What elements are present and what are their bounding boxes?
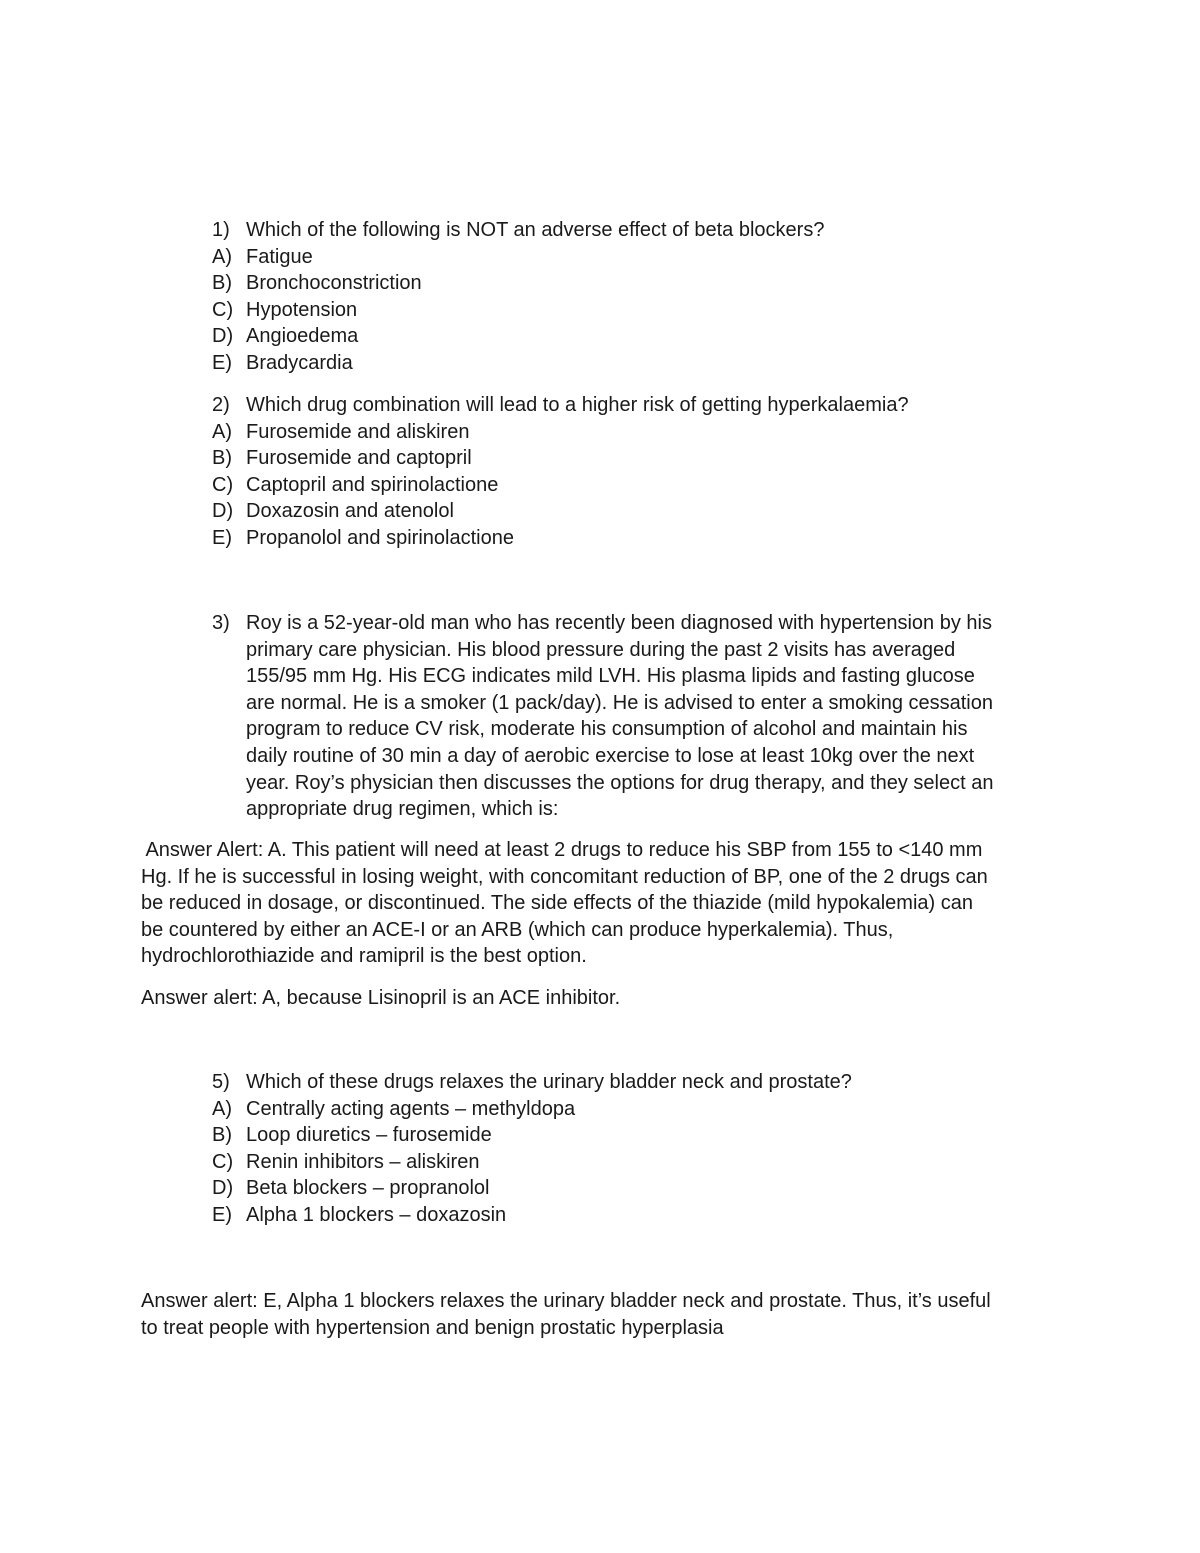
question-text-line: Roy is a 52-year-old man who has recently been diagnosed with hypertension by his (246, 612, 992, 634)
option-letter: A) (212, 1097, 232, 1120)
question-text-line: primary care physician. His blood pressure during the past 2 visits has averaged (246, 638, 956, 661)
question-3-line (212, 796, 993, 823)
option-c (212, 472, 909, 499)
question-3-line (212, 690, 993, 717)
option-a (212, 244, 824, 271)
question-text-line: 155/95 mm Hg. His ECG indicates mild LVH. His plasma lipids and fasting glucose (246, 665, 975, 688)
question-3-line (212, 610, 993, 637)
option-letter: E) (212, 1203, 232, 1226)
option-d (212, 323, 824, 350)
question-text-line: year. Roy’s physician then discusses the options for drug therapy, and they select an (246, 771, 994, 794)
option-b (212, 270, 824, 297)
option-letter: D) (212, 1177, 234, 1200)
option-letter: A) (212, 245, 232, 268)
option-a (212, 1096, 852, 1123)
question-5-stem (212, 1069, 852, 1096)
question-text: Which of the following is NOT an adverse effect of beta blockers? (246, 219, 825, 241)
option-text: Bradycardia (246, 351, 353, 374)
option-text: Furosemide and aliskiren (246, 420, 470, 443)
option-d (212, 1175, 852, 1202)
answer-line: to treat people with hypertension and benign prostatic hyperplasia (141, 1316, 724, 1339)
question-text-line: daily routine of 30 min a day of aerobic exercise to lose at least 10kg over the next (246, 744, 975, 767)
option-letter: B) (212, 272, 232, 295)
option-text: Centrally acting agents – methyldopa (246, 1097, 576, 1120)
option-text: Furosemide and captopril (246, 447, 472, 470)
question-1-stem (212, 217, 824, 244)
answer-line: Answer Alert: A. This patient will need at least 2 drugs to reduce his SBP from 155 to <140 mm (141, 839, 983, 861)
question-text-line: appropriate drug regimen, which is: (246, 798, 559, 821)
answer-line: be reduced in dosage, or discontinued. The side effects of the thiazide (mild hypokalemia) can (141, 892, 973, 915)
option-e (212, 525, 909, 552)
answer-line: hydrochlorothiazide and ramipril is the best option. (141, 945, 587, 968)
option-text: Loop diuretics – furosemide (246, 1124, 492, 1147)
option-c (212, 297, 824, 324)
option-letter: A) (212, 420, 232, 443)
option-e (212, 350, 824, 377)
option-text: Bronchoconstriction (246, 272, 422, 295)
option-text: Captopril and spirinolactione (246, 473, 499, 496)
question-5 (212, 1069, 852, 1229)
option-a (212, 419, 909, 446)
answer-line: Answer alert: E, Alpha 1 blockers relaxes the urinary bladder neck and prostate. Thus, it’s useful (141, 1290, 991, 1312)
answer-line: Hg. If he is successful in losing weight, with concomitant reduction of BP, one of the 2 drugs can (141, 865, 988, 888)
option-text: Fatigue (246, 245, 313, 268)
answer-4 (141, 985, 1071, 1012)
option-letter: C) (212, 298, 234, 321)
question-text-line: are normal. He is a smoker (1 pack/day). He is advised to enter a smoking cessation (246, 691, 993, 714)
question-3-line (212, 716, 993, 743)
question-text: Which of these drugs relaxes the urinary bladder neck and prostate? (246, 1071, 852, 1093)
option-text: Angioedema (246, 325, 359, 348)
option-text: Beta blockers – propranolol (246, 1177, 490, 1200)
option-letter: C) (212, 473, 234, 496)
question-number: 2) (212, 394, 230, 416)
option-letter: B) (212, 447, 232, 470)
answer-5 (141, 1288, 1071, 1341)
option-text: Renin inhibitors – aliskiren (246, 1150, 480, 1173)
question-1 (212, 217, 824, 377)
option-letter: E) (212, 526, 232, 549)
question-text-line: program to reduce CV risk, moderate his consumption of alcohol and maintain his (246, 718, 968, 741)
option-c (212, 1149, 852, 1176)
option-d (212, 498, 909, 525)
answer-3 (141, 837, 1071, 970)
option-text: Propanolol and spirinolactione (246, 526, 514, 549)
option-letter: E) (212, 351, 232, 374)
option-letter: C) (212, 1150, 234, 1173)
answer-line: be countered by either an ACE-I or an ARB (which can produce hyperkalemia). Thus, (141, 918, 894, 941)
option-text: Alpha 1 blockers – doxazosin (246, 1203, 507, 1226)
question-3-line (212, 637, 993, 664)
option-letter: D) (212, 325, 234, 348)
question-text: Which drug combination will lead to a higher risk of getting hyperkalaemia? (246, 394, 909, 416)
answer-line: Answer alert: A, because Lisinopril is an ACE inhibitor. (141, 987, 621, 1009)
question-2-stem (212, 392, 909, 419)
question-3-line (212, 770, 993, 797)
option-e (212, 1202, 852, 1229)
option-text: Doxazosin and atenolol (246, 500, 454, 523)
question-number: 3) (212, 612, 230, 634)
option-letter: B) (212, 1124, 232, 1147)
option-letter: D) (212, 500, 234, 523)
question-3-line (212, 743, 993, 770)
question-number: 1) (212, 219, 230, 241)
question-2 (212, 392, 909, 552)
question-number: 5) (212, 1071, 230, 1093)
option-b (212, 445, 909, 472)
question-3-line (212, 663, 993, 690)
option-b (212, 1122, 852, 1149)
option-text: Hypotension (246, 298, 358, 321)
question-3 (212, 610, 993, 823)
